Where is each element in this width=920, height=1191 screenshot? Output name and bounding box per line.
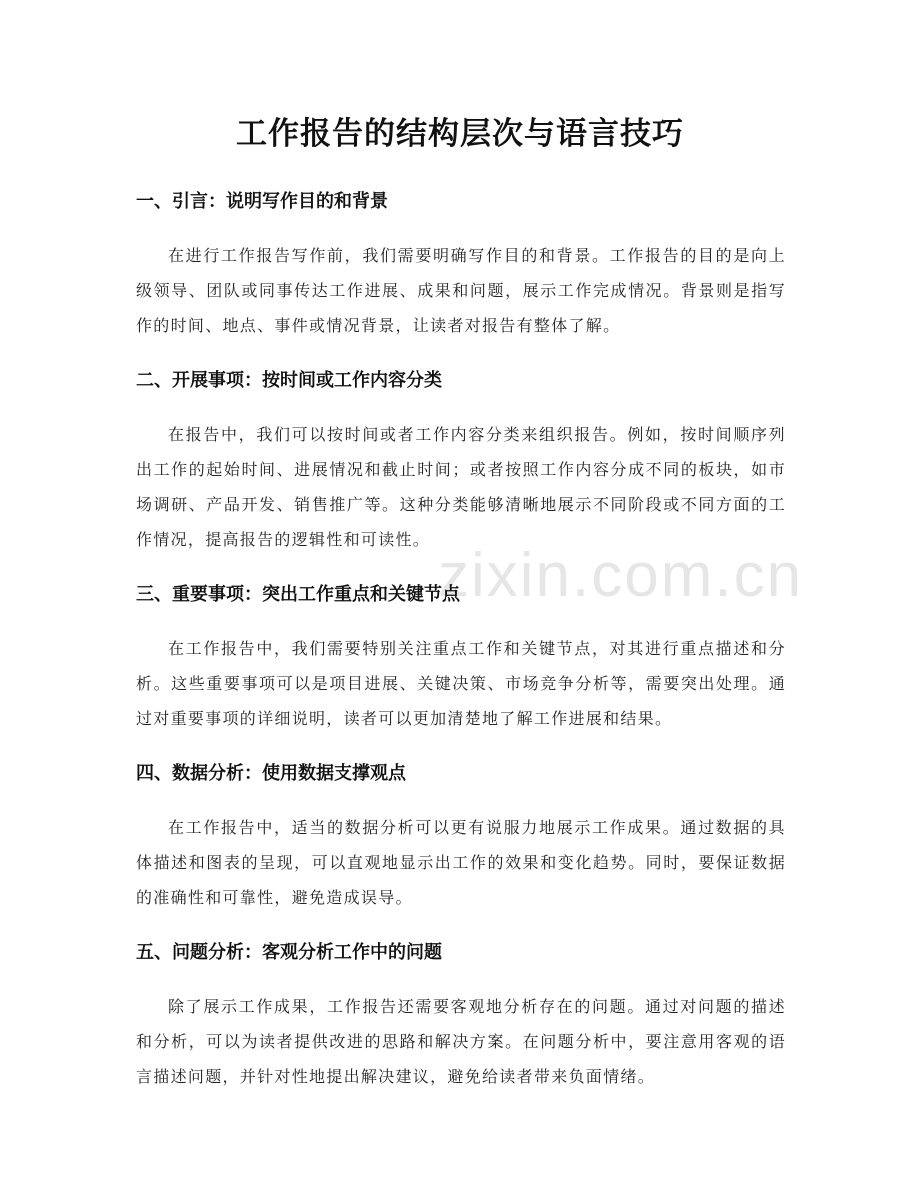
section-paragraph: 在工作报告中，我们需要特别关注重点工作和关键节点，对其进行重点描述和分析。这些重要事项可以是项目进展、关键决策、市场竞争分析等，需要突出处理。通过对重要事项的详细说明，读者可以更加清楚地了解工作进展和结果。: [136, 639, 786, 728]
section-paragraph: 除了展示工作成果，工作报告还需要客观地分析存在的问题。通过对问题的描述和分析，可以为读者提供改进的思路和解决方案。在问题分析中，要注意用客观的语言描述问题，并针对性地提出解决建议，避免给读者带来负面情绪。: [136, 997, 786, 1086]
document-body: [136, 186, 786, 1116]
watermark: zixin.com.cn: [438, 541, 804, 610]
section-key-items: [136, 579, 786, 736]
page-title: 工作报告的结构层次与语言技巧: [236, 116, 684, 152]
section-data-analysis: [136, 758, 786, 915]
section-paragraph: 在进行工作报告写作前，我们需要明确写作目的和背景。工作报告的目的是向上级领导、团队或同事传达工作进展、成果和问题，展示工作完成情况。背景则是指写作的时间、地点、事件或情况背景，让读者对报告有整体了解。: [136, 246, 786, 335]
section-work-items: [136, 365, 786, 557]
section-paragraph: 在报告中，我们可以按时间或者工作内容分类来组织报告。例如，按时间顺序列出工作的起始时间、进展情况和截止时间；或者按照工作内容分成不同的板块，如市场调研、产品开发、销售推广等。这种分类能够清晰地展示不同阶段或不同方面的工作情况，提高报告的逻辑性和可读性。: [136, 425, 786, 549]
section-problem-analysis: [136, 937, 786, 1094]
section-heading: 三、重要事项：突出工作重点和关键节点: [136, 584, 460, 605]
section-heading: 一、引言：说明写作目的和背景: [136, 191, 388, 212]
section-heading: 四、数据分析：使用数据支撑观点: [136, 763, 406, 784]
section-heading: 二、开展事项：按时间或工作内容分类: [136, 370, 442, 391]
section-introduction: [136, 186, 786, 343]
section-paragraph: 在工作报告中，适当的数据分析可以更有说服力地展示工作成果。通过数据的具体描述和图表的呈现，可以直观地显示出工作的效果和变化趋势。同时，要保证数据的准确性和可靠性，避免造成误导。: [136, 818, 786, 907]
section-heading: 五、问题分析：客观分析工作中的问题: [136, 942, 442, 963]
